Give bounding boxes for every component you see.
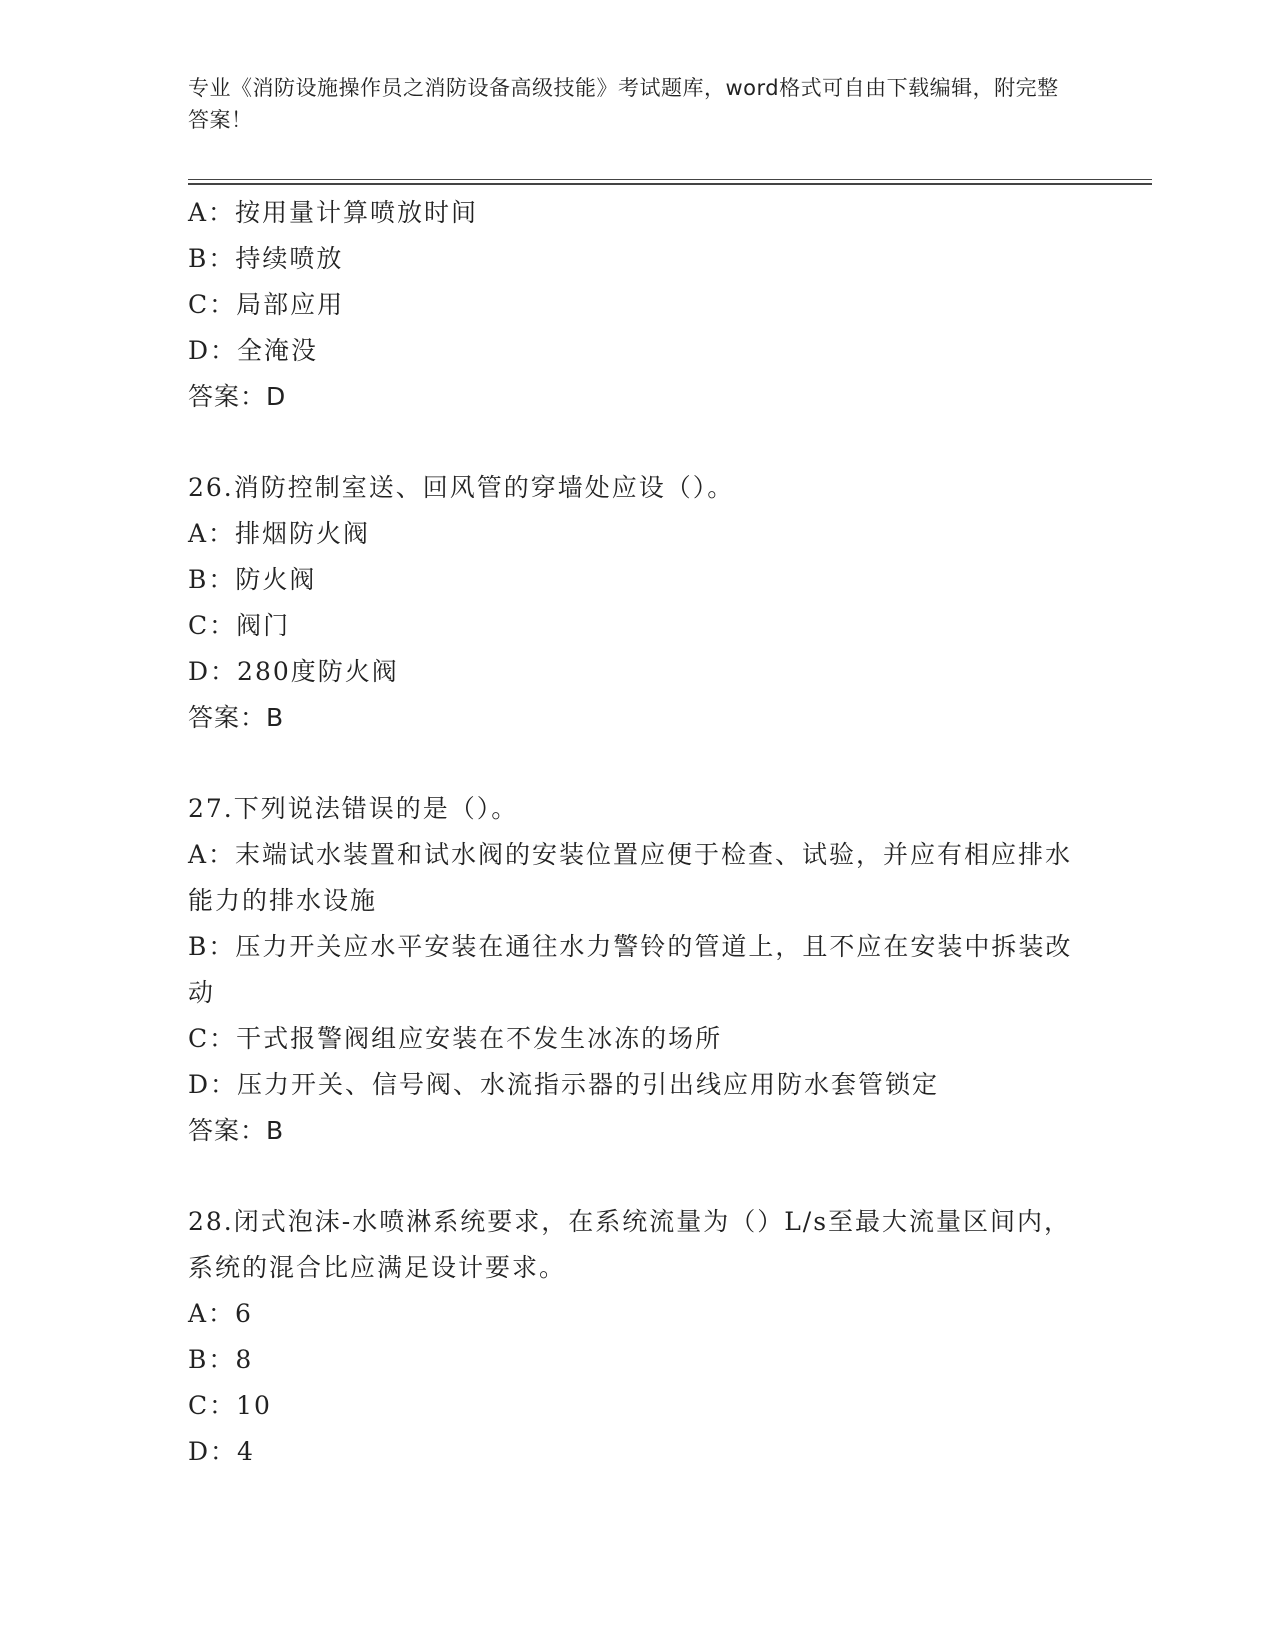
header-divider-thick (188, 183, 1152, 185)
option-d: D：全淹没 (188, 336, 319, 365)
option-d: D：4 (188, 1437, 255, 1466)
question-stem: 28.闭式泡沫-水喷淋系统要求，在系统流量为（）L/s至最大流量区间内，系统的混合比应满足设计要求。 (188, 1207, 1072, 1282)
option-b: B：8 (188, 1345, 254, 1374)
option-c: C：10 (188, 1391, 272, 1420)
option-a: A：末端试水装置和试水阀的安装位置应便于检查、试验，并应有相应排水能力的排水设施 (188, 840, 1073, 915)
question-25-tail (188, 190, 1088, 420)
question-27 (188, 786, 1088, 1154)
document-header: 专业《消防设施操作员之消防设备高级技能》考试题库，word格式可自由下载编辑，附完整答案！ (188, 76, 1059, 132)
option-d: D：压力开关、信号阀、水流指示器的引出线应用防水套管锁定 (188, 1070, 940, 1099)
header-divider-thin (188, 179, 1152, 180)
option-c: C：局部应用 (188, 290, 345, 319)
answer: 答案：D (188, 382, 287, 411)
question-26 (188, 465, 1088, 741)
question-stem: 26.消防控制室送、回风管的穿墙处应设（）。 (188, 473, 735, 502)
option-c: C：阀门 (188, 611, 291, 640)
option-c: C：干式报警阀组应安装在不发生冰冻的场所 (188, 1024, 723, 1053)
option-b: B：压力开关应水平安装在通往水力警铃的管道上，且不应在安装中拆装改动 (188, 932, 1073, 1007)
answer: 答案：B (188, 703, 285, 732)
option-a: A：6 (188, 1299, 253, 1328)
option-a: A：排烟防火阀 (188, 519, 371, 548)
question-28 (188, 1199, 1088, 1475)
option-b: B：持续喷放 (188, 244, 344, 273)
question-content (188, 190, 1088, 1475)
option-d: D：280度防火阀 (188, 657, 399, 686)
option-b: B：防火阀 (188, 565, 317, 594)
answer: 答案：B (188, 1116, 285, 1145)
question-stem: 27.下列说法错误的是（）。 (188, 794, 519, 823)
option-a: A：按用量计算喷放时间 (188, 198, 479, 227)
